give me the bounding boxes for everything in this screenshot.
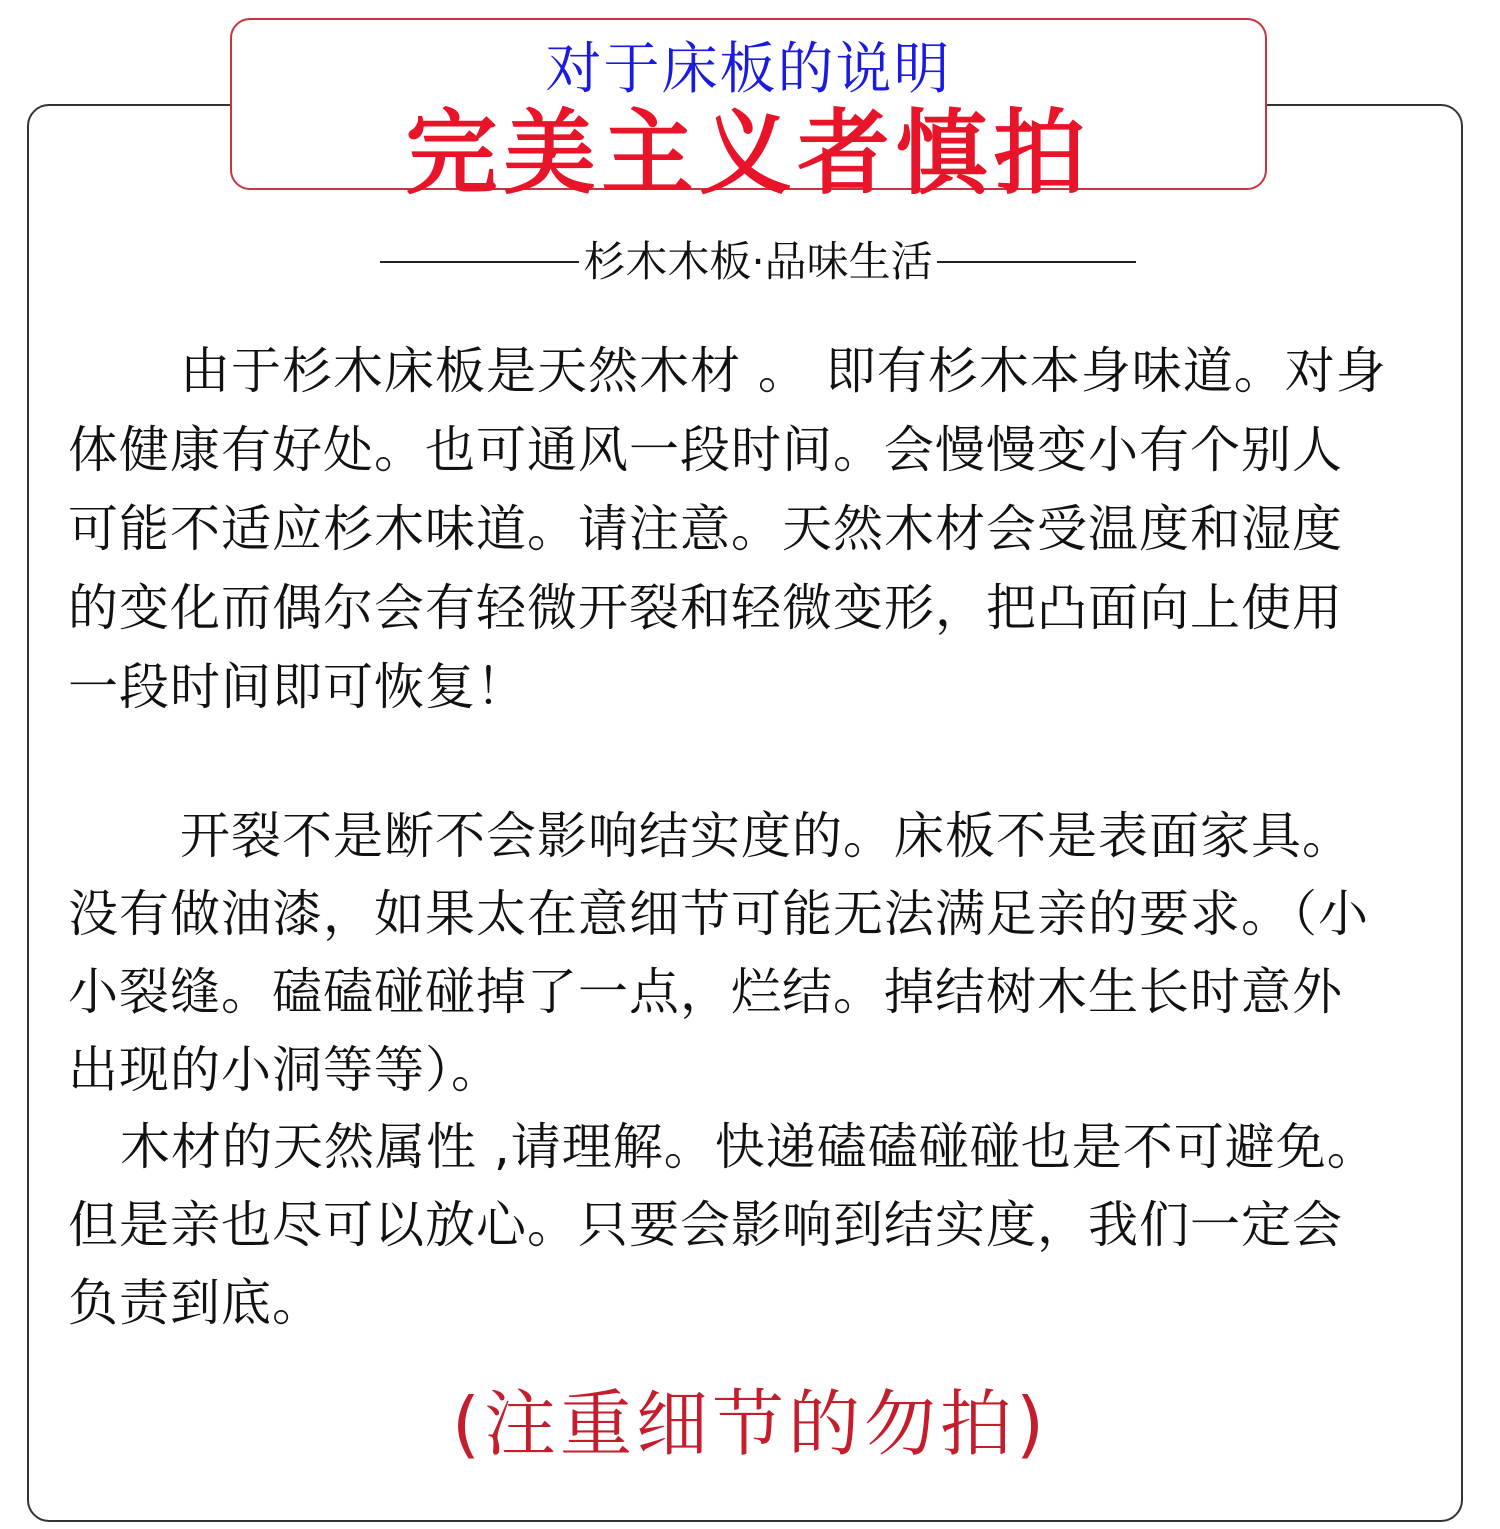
subtitle-dash-left <box>380 261 579 263</box>
subtitle-dash-right <box>937 261 1136 263</box>
subtitle-text: 杉木木板·品味生活 <box>583 237 933 286</box>
footnote-warning: (注重细节的勿拍) <box>451 1382 1049 1466</box>
header-banner <box>230 18 1267 207</box>
paragraph-wood-smell: 由于杉木床板是天然木材 。 即有杉木本身味道。对身体健康有好处。也可通风一段时间。会慢慢变小有个别人可能不适应杉木味道。请注意。天然木材会受温度和湿度的变化而偶尔会有轻微开裂和轻微变形，把凸面向上使用一段时间即可恢复！ <box>68 342 1387 716</box>
subtitle-row <box>380 232 1136 292</box>
header-warning: 完美主义者慎拍 <box>405 100 1092 207</box>
paragraph-shipping: 木材的天然属性 ,请理解。快递磕磕碰碰也是不可避免。但是亲也尽可以放心。只要会影响到结实度，我们一定会负责到底。 <box>68 1118 1378 1332</box>
paragraph-cracks: 开裂不是断不会影响结实度的。床板不是表面家具。没有做油漆，如果太在意细节可能无法满足亲的要求。（小小裂缝。磕磕碰碰掉了一点，烂结。掉结树木生长时意外出现的小洞等等）。 <box>68 807 1369 1099</box>
header-title: 对于床板的说明 <box>545 37 952 102</box>
